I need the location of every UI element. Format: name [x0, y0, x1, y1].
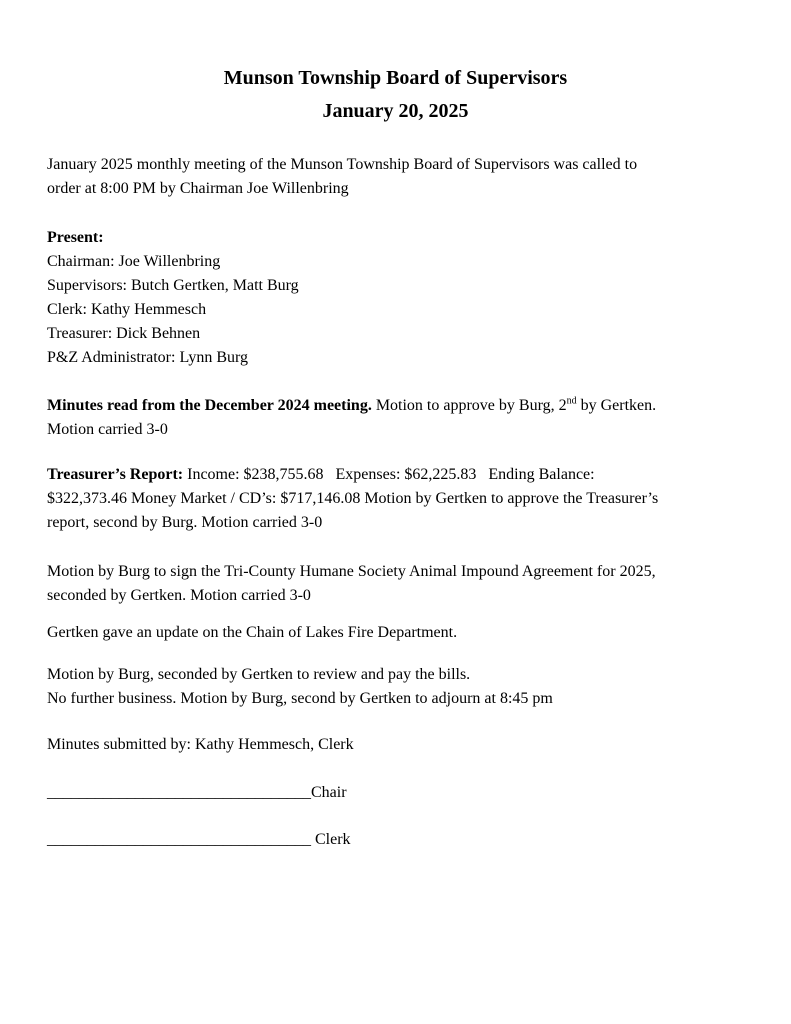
- intro-paragraph: [47, 153, 747, 201]
- present-item-supervisors: Supervisors: Butch Gertken, Matt Burg: [47, 277, 299, 294]
- minutes-paragraph: [47, 394, 747, 442]
- present-item-pz-administrator: P&Z Administrator: Lynn Burg: [47, 349, 249, 366]
- clerk-signature-line: [47, 828, 747, 852]
- submitted-line: Minutes submitted by: Kathy Hemmesch, Clerk: [47, 736, 354, 753]
- bills-line-1: Motion by Burg, seconded by Gertken to review and pay the bills.: [47, 666, 471, 683]
- treasurer-heading: Treasurer’s Report:: [47, 466, 184, 483]
- chair-signature: _________________________________Chair: [47, 784, 347, 801]
- minutes-text-a: Motion to approve by Burg, 2: [371, 397, 567, 414]
- minutes-text-b: by Gertken.: [576, 397, 657, 414]
- present-item-chairman: Chairman: Joe Willenbring: [47, 253, 221, 270]
- treasurer-line-2: $322,373.46 Money Market / CD’s: $717,146.08 Motion by Gertken to approve the Treasurer’s: [47, 490, 659, 507]
- present-heading: Present:: [47, 229, 104, 246]
- minutes-superscript: nd: [566, 395, 577, 407]
- present-item-treasurer: Treasurer: Dick Behnen: [47, 325, 201, 342]
- minutes-line-2: Motion carried 3-0: [47, 421, 168, 438]
- intro-line-1: January 2025 monthly meeting of the Munson Township Board of Supervisors was called to: [47, 156, 638, 173]
- fire-department-paragraph: [47, 621, 747, 645]
- present-section: [47, 226, 747, 370]
- treasurer-line-1: [47, 463, 747, 487]
- humane-line-1: Motion by Burg to sign the Tri-County Humane Society Animal Impound Agreement for 2025,: [47, 563, 656, 580]
- treasurer-line-1-text: Income: $238,755.68 Expenses: $62,225.83 Ending Balance:: [183, 466, 595, 483]
- document-date: January 20, 2025: [322, 100, 469, 122]
- fire-line-1: Gertken gave an update on the Chain of Lakes Fire Department.: [47, 624, 458, 641]
- clerk-signature: _________________________________ Clerk: [47, 831, 351, 848]
- minutes-heading: Minutes read from the December 2024 meeting.: [47, 397, 372, 414]
- present-item-clerk: Clerk: Kathy Hemmesch: [47, 301, 207, 318]
- minutes-line-1: [47, 394, 747, 418]
- treasurer-line-3: report, second by Burg. Motion carried 3-0: [47, 514, 323, 531]
- chair-signature-line: [47, 781, 747, 805]
- humane-society-paragraph: [47, 560, 747, 608]
- treasurer-paragraph: [47, 463, 747, 535]
- humane-line-2: seconded by Gertken. Motion carried 3-0: [47, 587, 311, 604]
- document-title: Munson Township Board of Supervisors: [223, 67, 568, 89]
- intro-line-2: order at 8:00 PM by Chairman Joe Willenbring: [47, 180, 349, 197]
- bills-line-2: No further business. Motion by Burg, second by Gertken to adjourn at 8:45 pm: [47, 690, 553, 707]
- submitted-by: [47, 733, 747, 757]
- bills-paragraph: [47, 663, 747, 711]
